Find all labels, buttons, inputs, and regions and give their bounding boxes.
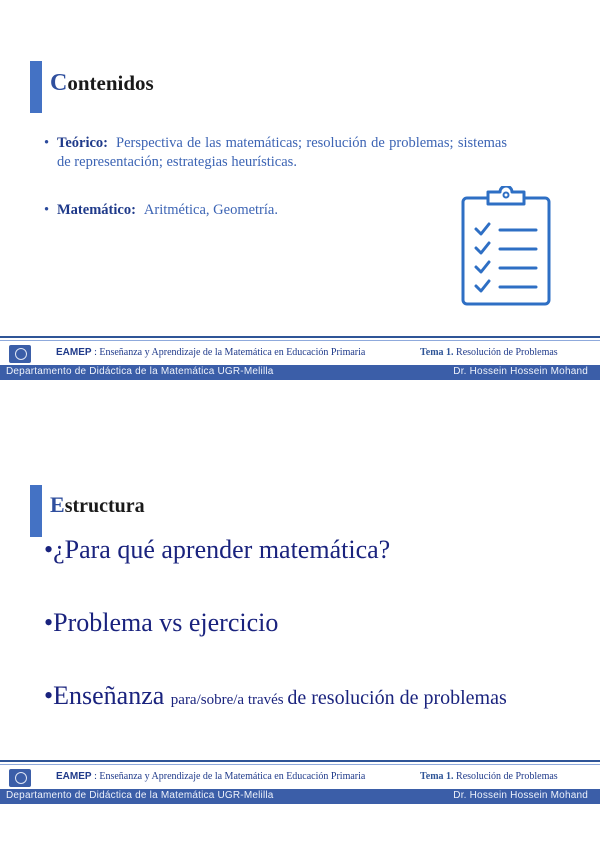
bullet-text: Aritmética, Geometría.: [143, 202, 278, 218]
tema-label: Tema 1.: [420, 347, 454, 358]
course-name: : Enseñanza y Aprendizaje de la Matemática en Educación Primaria: [94, 347, 366, 358]
course-code: EAMEP: [56, 347, 92, 358]
footer-course: [56, 771, 365, 782]
slide-footer: [0, 336, 600, 382]
footer-rule: [0, 760, 600, 762]
title-initial: E: [50, 492, 65, 517]
university-seal-icon: [9, 345, 31, 363]
footer-rule-thin: [0, 764, 600, 765]
title-rest: structura: [64, 495, 145, 517]
footer-rule-thin: [0, 340, 600, 341]
slide-footer: [0, 760, 600, 806]
slide-estructura: [0, 424, 600, 848]
content-bullets: [42, 134, 507, 220]
bullet-text: Problema vs ejercicio: [53, 608, 279, 637]
bullet-ensenanza: •Enseñanza para/sobre/a través de resolución de problemas: [44, 681, 507, 710]
clipboard-checklist-icon: [460, 186, 552, 308]
footer-tema: [420, 347, 558, 358]
bullet-text-end: de resolución de problemas: [287, 687, 507, 709]
bullet-text: Perspectiva de las matemáticas; resolución de problemas; sistemas de representación; estrategias heurísticas.: [57, 135, 507, 170]
tema-name: Resolución de Problemas: [456, 771, 558, 782]
course-code: EAMEP: [56, 771, 92, 782]
bullet-problema: •Problema vs ejercicio: [44, 608, 279, 637]
tema-label: Tema 1.: [420, 771, 454, 782]
bullet-teorico: [42, 134, 507, 172]
footer-department: Departamento de Didáctica de la Matemática UGR-Melilla: [6, 366, 274, 377]
bullet-text: ¿Para qué aprender matemática?: [53, 535, 391, 564]
bullet-text-small: para/sobre/a través: [170, 692, 288, 708]
bullet-label: Teórico:: [57, 135, 109, 151]
title-rest: ontenidos: [67, 71, 154, 95]
bullet-matematico: [42, 201, 507, 220]
title-accent-bar: [30, 485, 42, 537]
footer-course: [56, 347, 365, 358]
footer-department: Departamento de Didáctica de la Matemática UGR-Melilla: [6, 790, 274, 801]
title-initial: C: [50, 70, 68, 96]
bullet-label: Matemático:: [57, 202, 136, 218]
footer-rule: [0, 336, 600, 338]
title-accent-bar: [30, 61, 42, 113]
bullet-text-main: Enseñanza: [53, 681, 171, 710]
bullet-para-que: •¿Para qué aprender matemática?: [44, 535, 391, 564]
university-seal-icon: [9, 769, 31, 787]
footer-author: Dr. Hossein Hossein Mohand: [453, 790, 588, 801]
slide-title: [50, 492, 145, 518]
tema-name: Resolución de Problemas: [456, 347, 558, 358]
footer-author: Dr. Hossein Hossein Mohand: [453, 366, 588, 377]
footer-tema: [420, 771, 558, 782]
slide-title: [50, 70, 154, 97]
course-name: : Enseñanza y Aprendizaje de la Matemática en Educación Primaria: [94, 771, 366, 782]
